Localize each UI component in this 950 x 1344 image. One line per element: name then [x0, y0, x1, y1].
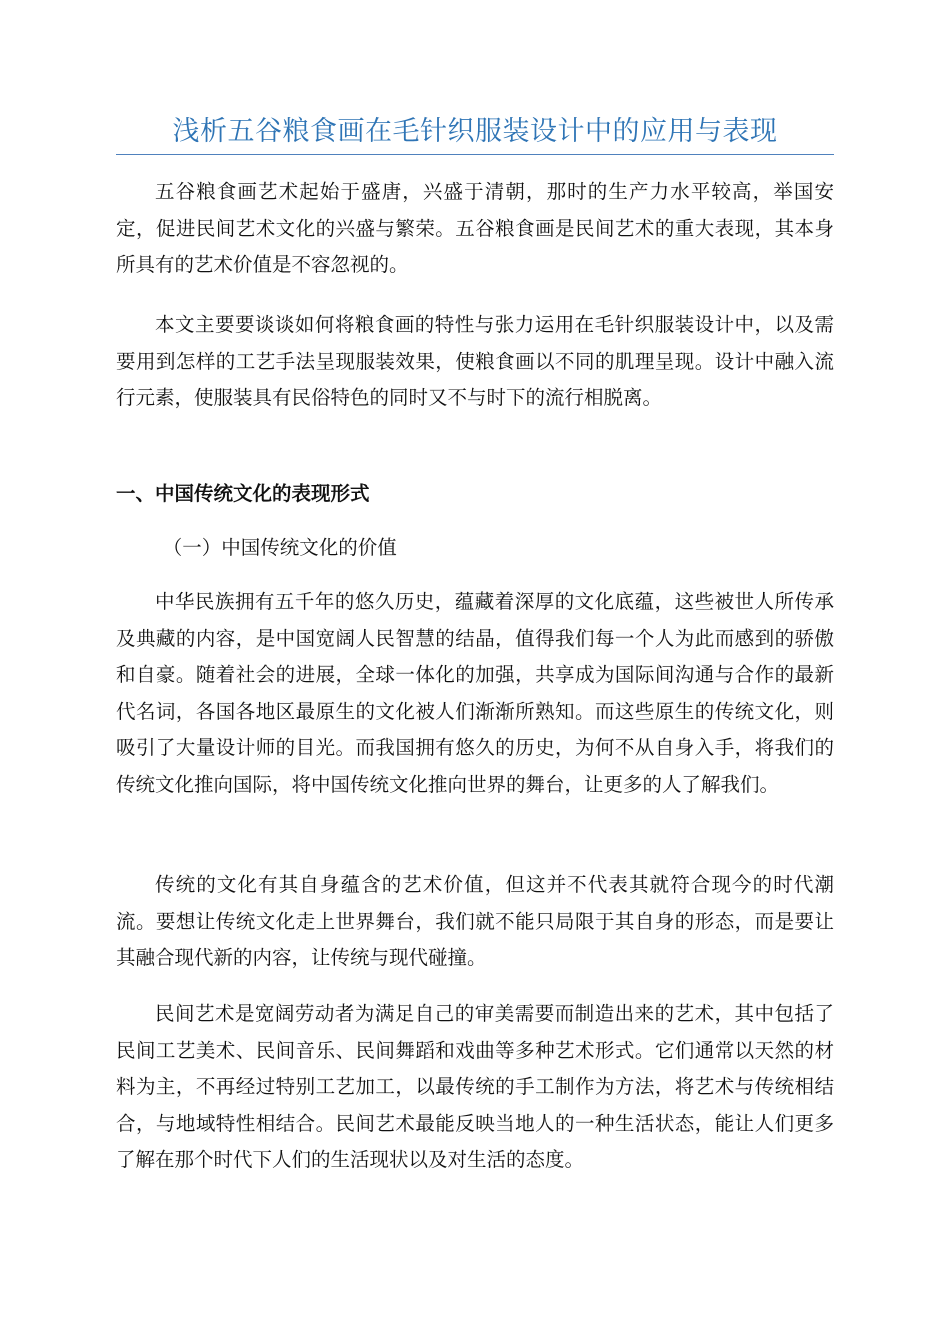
intro-paragraph-2: 本文主要要谈谈如何将粮食画的特性与张力运用在毛针织服装设计中，以及需要用到怎样的工艺手法呈现服装效果，使粮食画以不同的肌理呈现。设计中融入流行元素，使服装具有民俗特色的同时又不与时下的流行相脱离。 — [116, 313, 834, 409]
body-paragraph-3: 民间艺术是宽阔劳动者为满足自己的审美需要而制造出来的艺术，其中包括了民间工艺美术、民间音乐、民间舞蹈和戏曲等多种艺术形式。它们通常以天然的材料为主，不再经过特别工艺加工，以最传统的手工制作为方法，将艺术与传统相结合，与地域特性相结合。民间艺术最能反映当地人的一种生活状态，能让人们更多了解在那个时代下人们的生活现状以及对生活的态度。 — [116, 1002, 834, 1171]
title-underline — [116, 154, 834, 155]
body-paragraph-2: 传统的文化有其自身蕴含的艺术价值，但这并不代表其就符合现今的时代潮流。要想让传统文化走上世界舞台，我们就不能只局限于其自身的形态，而是要让其融合现代新的内容，让传统与现代碰撞。 — [116, 873, 834, 969]
section-heading: 一、中国传统文化的表现形式 — [116, 482, 370, 505]
body-paragraph-1: 中华民族拥有五千年的悠久历史，蕴藏着深厚的文化底蕴，这些被世人所传承及典藏的内容，是中国宽阔人民智慧的结晶，值得我们每一个人为此而感到的骄傲和自豪。随着社会的进展，全球一体化的加强，共享成为国际间沟通与合作的最新代名词，各国各地区最原生的文化被人们渐渐所熟知。而这些原生的传统文化，则吸引了大量设计师的目光。而我国拥有悠久的历史，为何不从自身入手，将我们的传统文化推向国际，将中国传统文化推向世界的舞台，让更多的人了解我们。 — [116, 590, 834, 796]
document-title: 浅析五谷粮食画在毛针织服装设计中的应用与表现 — [172, 116, 778, 147]
subsection-heading: （一）中国传统文化的价值 — [162, 536, 397, 559]
intro-paragraph-1: 五谷粮食画艺术起始于盛唐，兴盛于清朝，那时的生产力水平较高，举国安定，促进民间艺术文化的兴盛与繁荣。五谷粮食画是民间艺术的重大表现，其本身所具有的艺术价值是不容忽视的。 — [116, 180, 834, 276]
